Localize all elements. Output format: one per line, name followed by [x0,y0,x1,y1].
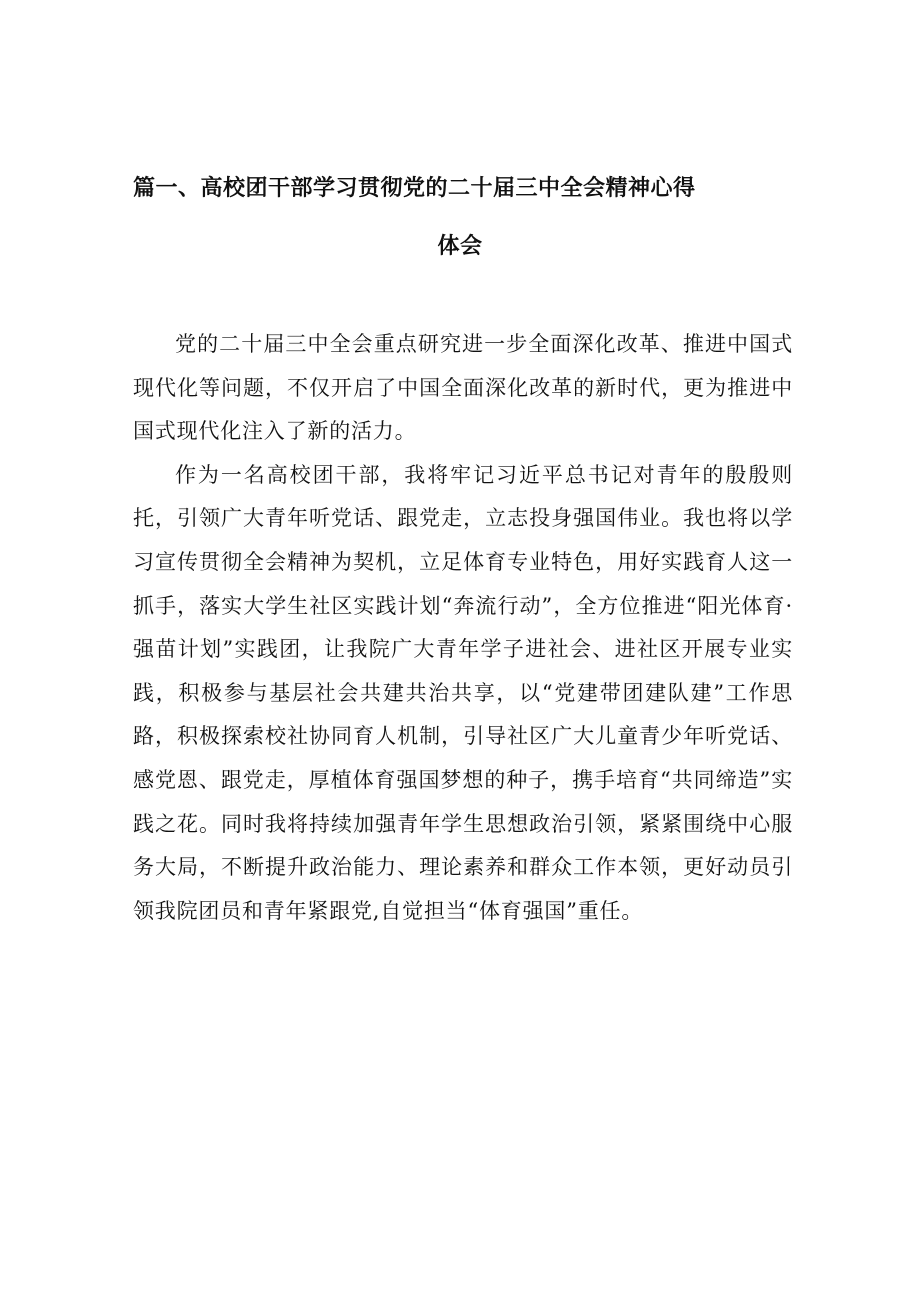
document-title-line-2: 体会 [437,234,483,259]
document-title-line-1: 篇一、高校团干部学习贯彻党的二十届三中全会精神心得 [133,176,696,201]
paragraph-1: 党的二十届三中全会重点研究进一步全面深化改革、推进中国式现代化等问题，不仅开启了中国全面深化改革的新时代，更为推进中国式现代化注入了新的活力。 [133,332,793,444]
paragraph-2: 作为一名高校团干部，我将牢记习近平总书记对青年的殷殷则托，引领广大青年听党话、跟党走，立志投身强国伟业。我也将以学习宣传贯彻全会精神为契机，立足体育专业特色，用好实践育人这一抓手，落实大学生社区实践计划“奔流行动”，全方位推进“阳光体育·强苗计划”实践团，让我院广大青年学子进社会、进社区开展专业实践，积极参与基层社会共建共治共享，以“党建带团建队建”工作思路，积极探索校社协同育人机制，引导社区广大儿童青少年听党话、感党恩、跟党走，厚植体育强国梦想的种子，携手培育“共同缔造”实践之花。同时我将持续加强青年学生思想政治引领，紧紧围绕中心服务大局，不断提升政治能力、理论素养和群众工作本领，更好动员引领我院团员和青年紧跟党,自觉担当“体育强国”重任。 [133,462,793,923]
document-body [133,323,793,933]
